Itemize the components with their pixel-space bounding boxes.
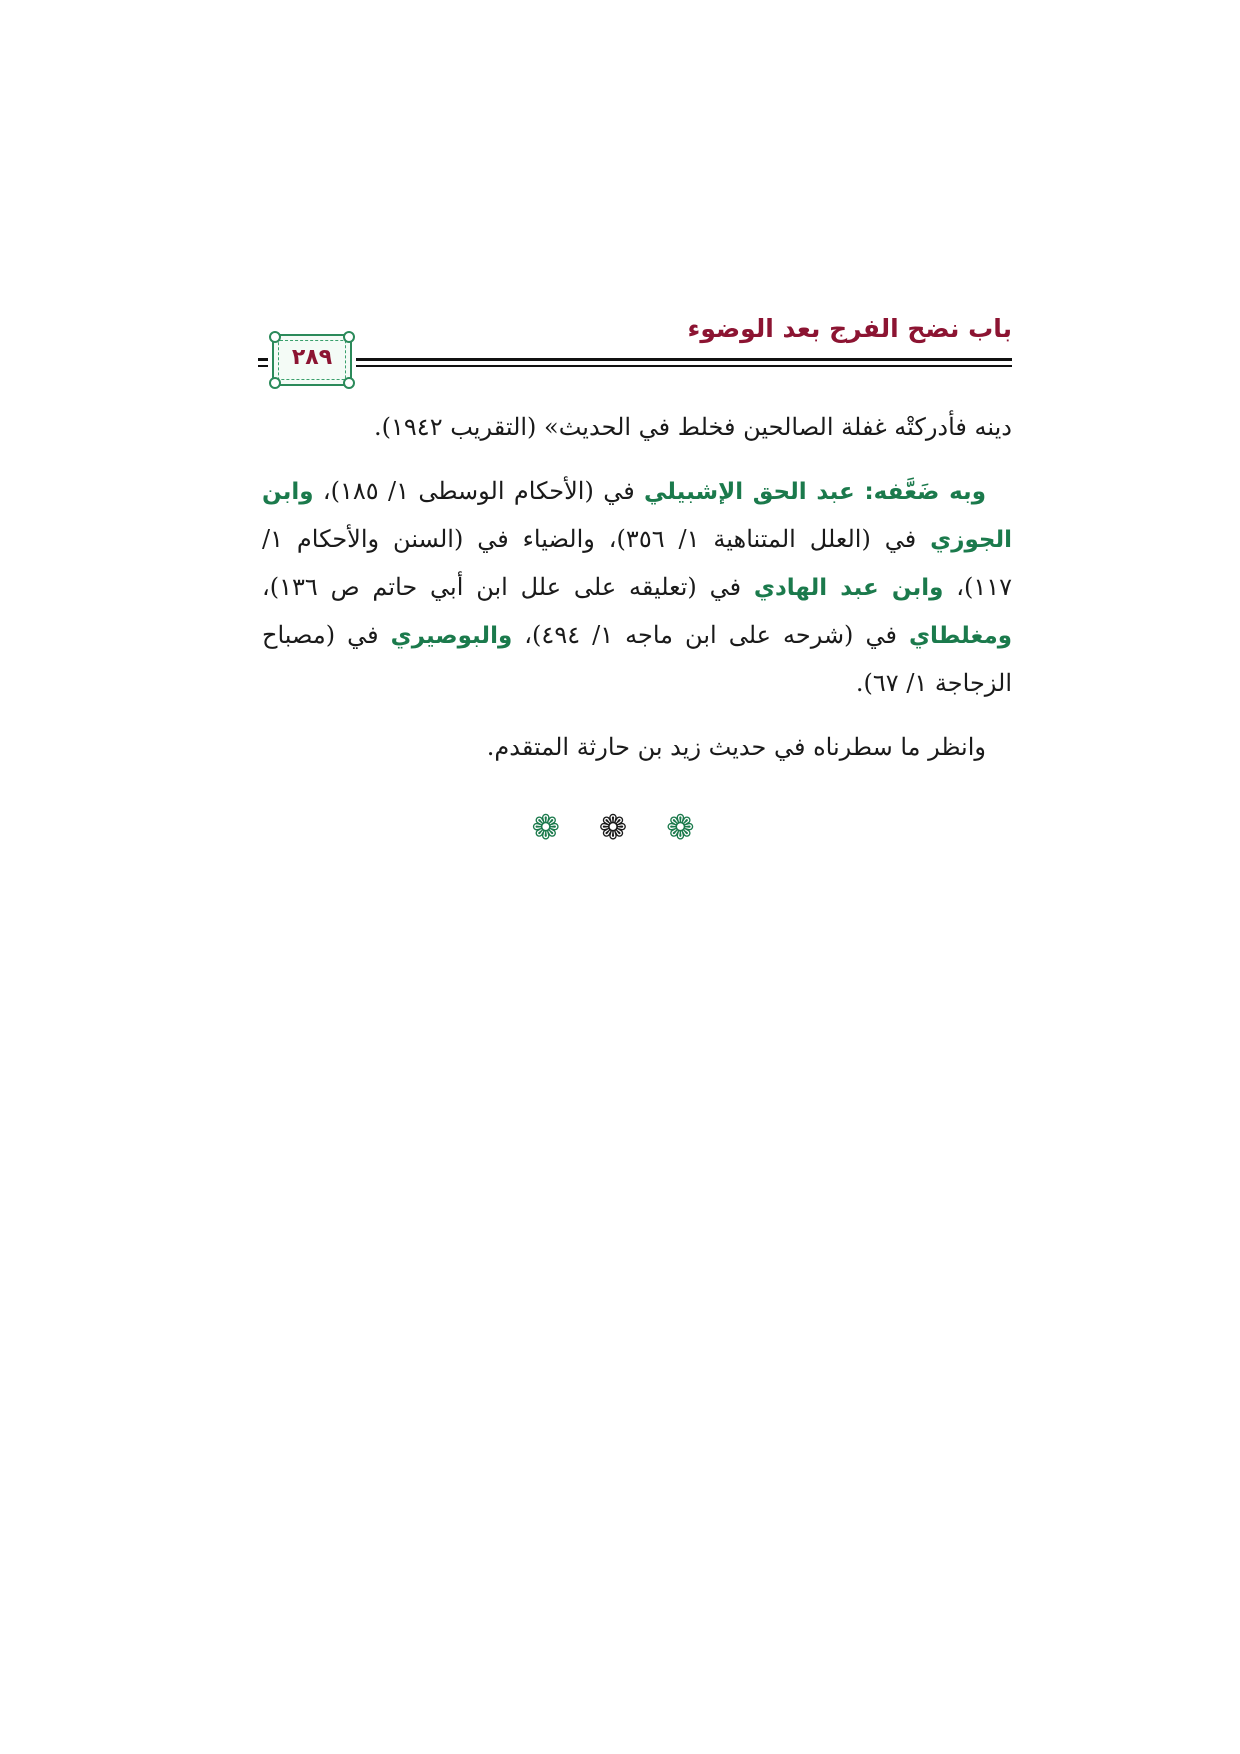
scholar-name: والبوصيري: [390, 623, 513, 649]
citation-text: في (الأحكام الوسطى ١/ ١٨٥)،: [313, 477, 645, 505]
header-rule: [258, 358, 268, 361]
badge-corner-ornament: [343, 331, 355, 343]
header-rule: [356, 365, 1012, 367]
header-rule: [258, 365, 268, 367]
paragraph-continuation: دينه فأدركتْه غفلة الصالحين فخلط في الحديث» (التقريب ١٩٤٢).: [374, 413, 1012, 441]
scholar-name: وابن الجوزي: [262, 479, 1012, 553]
citation-text: في (تعليقه على علل ابن أبي حاتم ص ١٣٦)،: [262, 573, 754, 601]
flower-ornament-icon: ❁: [531, 808, 574, 848]
citation-text: في (شرحه على ابن ماجه ١/ ٤٩٤)،: [512, 621, 909, 649]
page-number-badge: [272, 334, 352, 386]
badge-corner-ornament: [269, 377, 281, 389]
scholar-name: وابن عبد الهادي: [753, 575, 944, 601]
flower-ornament-icon: ❁: [666, 808, 709, 848]
page-header: [258, 312, 1012, 388]
body-text: [262, 404, 1012, 771]
scholar-name: ومغلطاي: [908, 623, 1012, 649]
badge-corner-ornament: [343, 377, 355, 389]
scholar-name: وبه ضَعَّفه: عبد الحق الإشبيلي: [644, 479, 986, 505]
paragraph-weakening-sources: [262, 468, 1012, 707]
header-rule: [356, 358, 1012, 361]
page-number: ٢٨٩: [291, 345, 333, 370]
citation-text: في (العلل المتناهية ١/ ٣٥٦)، والضياء في (السنن والأحكام ١/ ١١٧)،: [262, 525, 1012, 601]
flower-ornament-icon: ❁: [598, 808, 642, 848]
paragraph-cross-reference: وانظر ما سطرناه في حديث زيد بن حارثة المتقدم.: [486, 733, 986, 761]
section-end-ornament: [0, 808, 1240, 848]
badge-corner-ornament: [269, 331, 281, 343]
chapter-title: باب نضح الفرج بعد الوضوء: [687, 314, 1012, 343]
citation-text: في (مصباح الزجاجة ١/ ٦٧).: [262, 621, 1012, 697]
